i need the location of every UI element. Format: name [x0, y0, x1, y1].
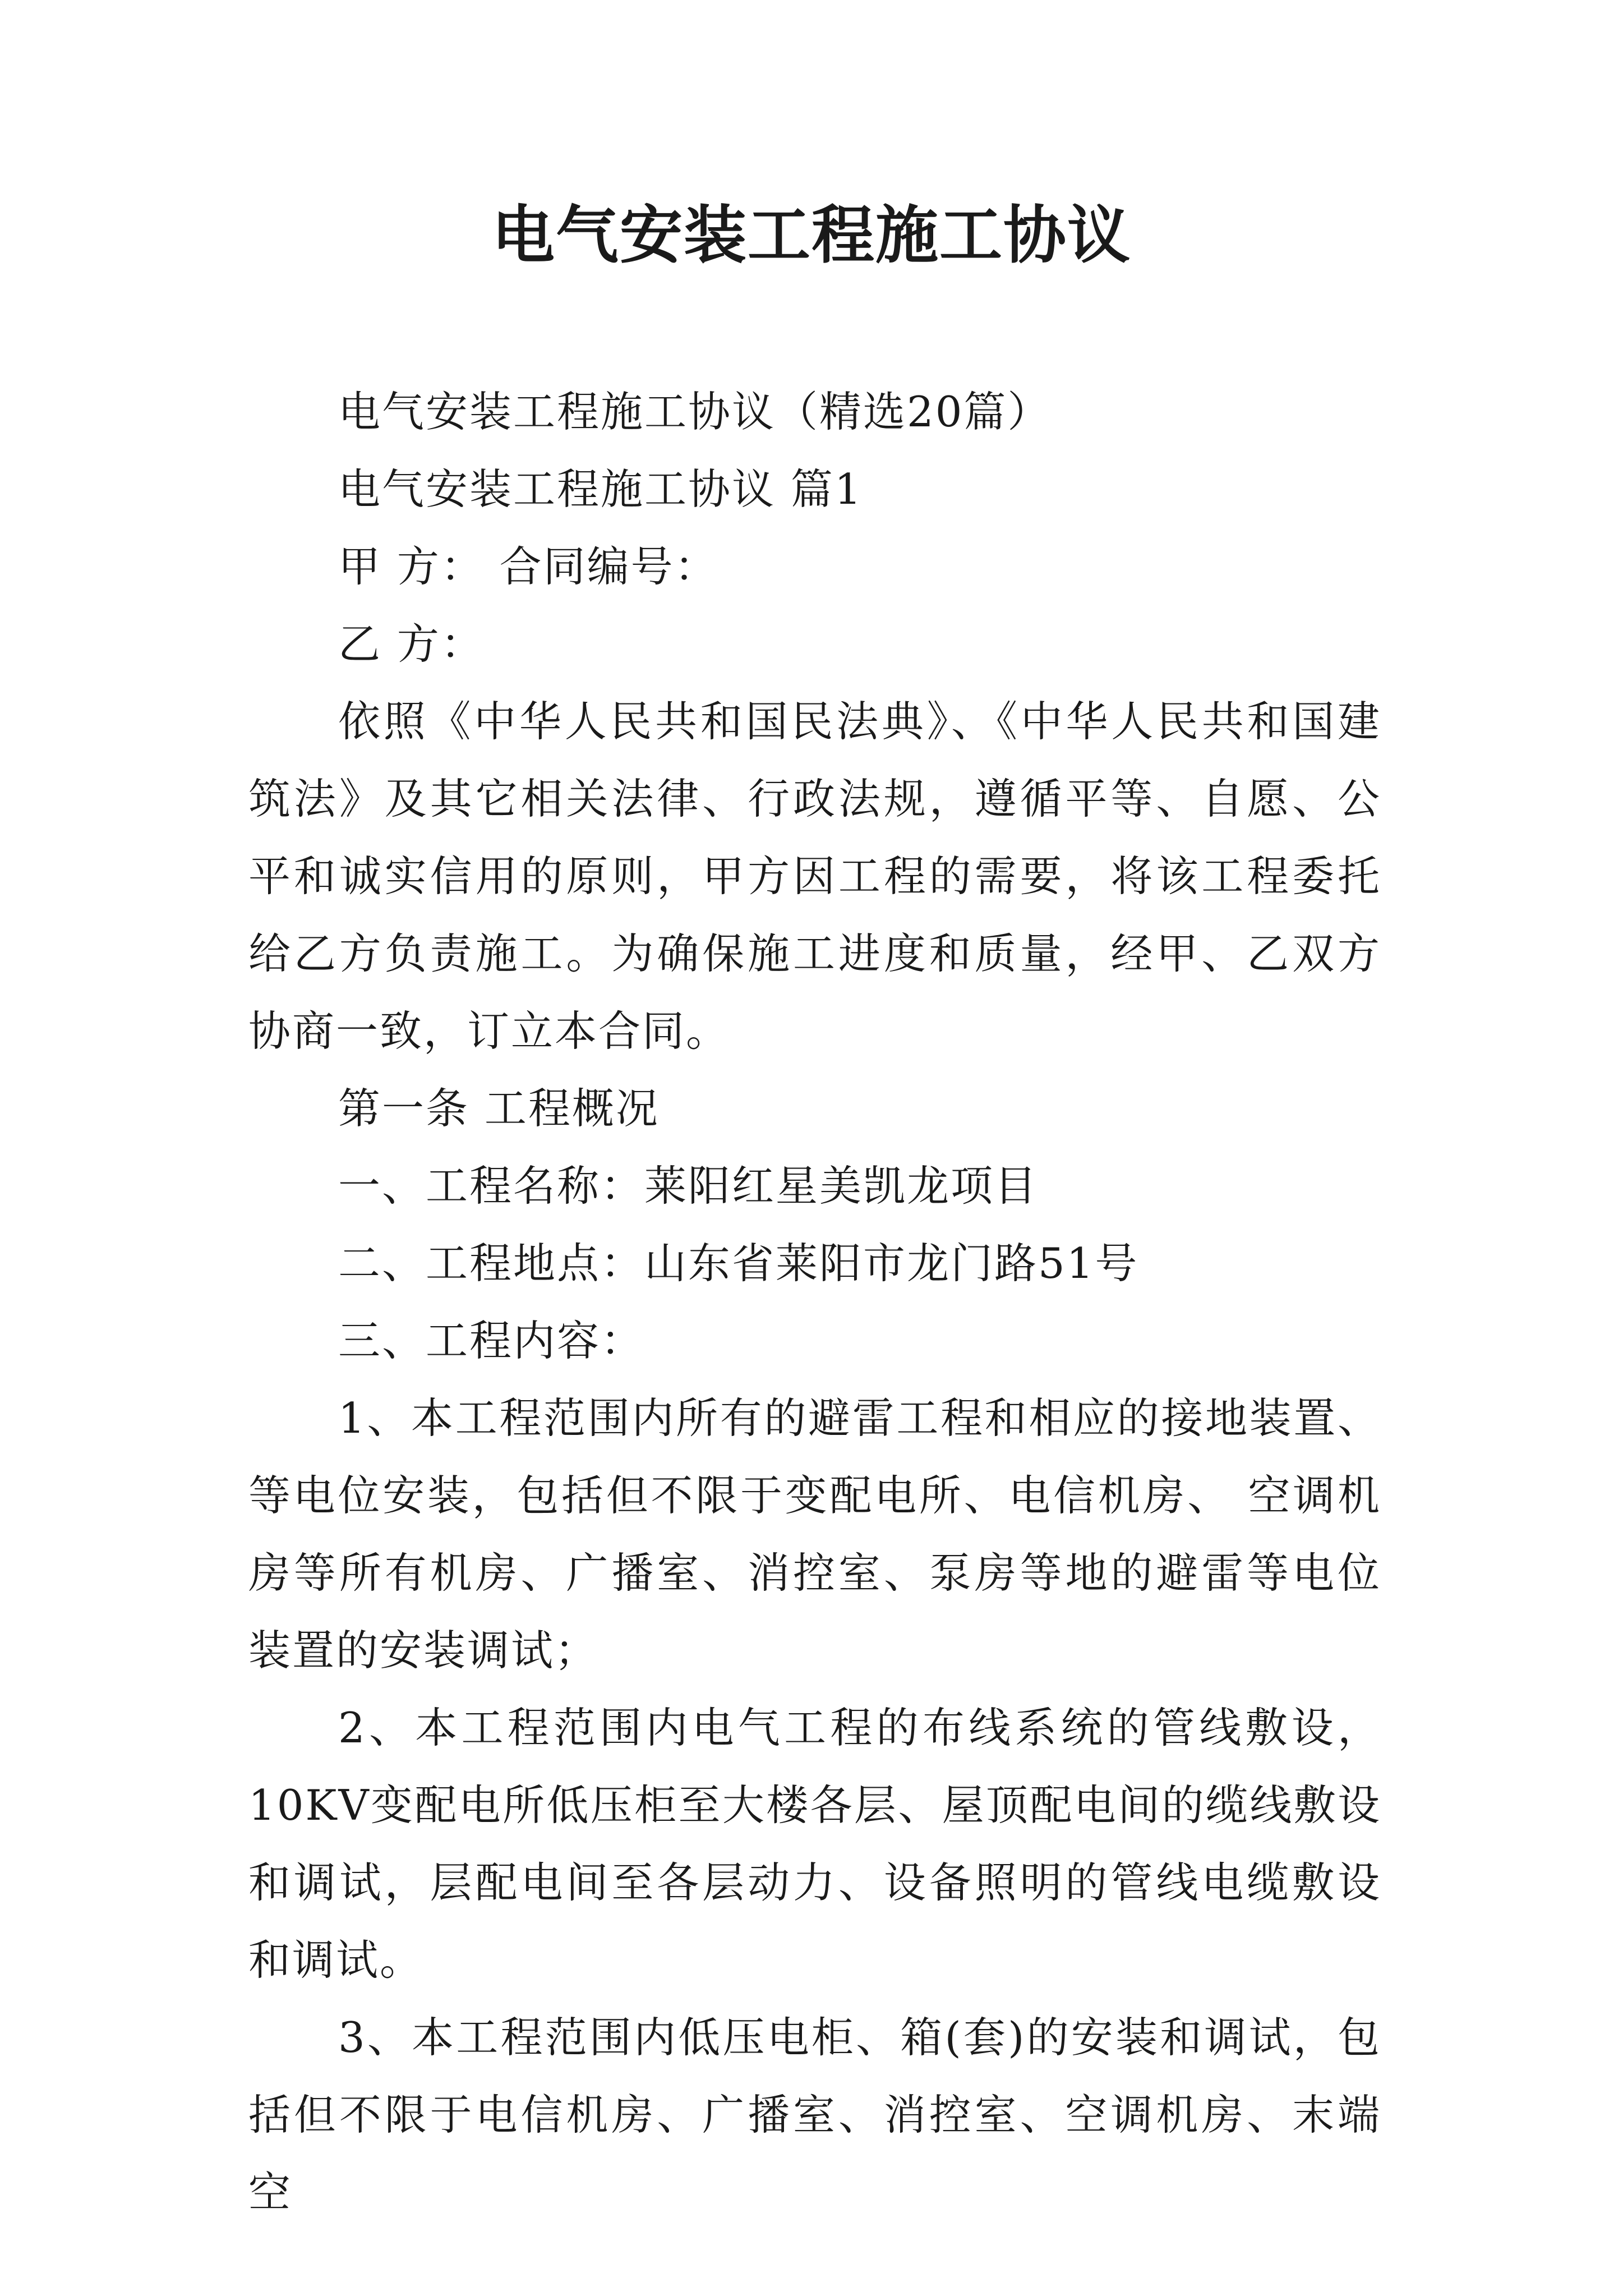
- paragraph-content-item-3: 3、本工程范围内低压电柜、箱(套)的安装和调试，包括但不限于电信机房、广播室、消控室、空调机房、末端空: [248, 2013, 1381, 2217]
- paragraph-section-heading: 电气安装工程施工协议 篇1: [338, 464, 863, 514]
- paragraph-subtitle: 电气安装工程施工协议（精选20篇）: [338, 387, 1052, 436]
- paragraph-content-item-1: 1、本工程范围内所有的避雷工程和相应的接地装置、等电位安装，包括但不限于变配电所、电信机房、 空调机房等所有机房、广播室、消控室、泵房等地的避雷等电位装置的安装调试；: [248, 1393, 1381, 1675]
- paragraph-preamble: 依照《中华人民共和国民法典》、《中华人民共和国建筑法》及其它相关法律、行政法规，遵循平等、自愿、公平和诚实信用的原则，甲方因工程的需要，将该工程委托给乙方负责施工。为确保施工进度和质量，经甲、乙双方协商一致，订立本合同。: [248, 697, 1381, 1056]
- paragraph-content-item-2: 2、本工程范围内电气工程的布线系统的管线敷设，10KV变配电所低压柜至大楼各层、屋顶配电间的缆线敷设和调试，层配电间至各层动力、设备照明的管线电缆敷设和调试。: [248, 1703, 1381, 1985]
- paragraph-party-a: 甲 方： 合同编号：: [338, 542, 718, 591]
- paragraph-project-content-heading: 三、工程内容：: [338, 1316, 645, 1365]
- document-title: 电气安装工程施工协议: [492, 199, 1131, 272]
- paragraph-project-location: 二、工程地点：山东省莱阳市龙门路51号: [338, 1239, 1139, 1288]
- document-body: [248, 373, 1381, 2231]
- paragraph-party-b: 乙 方：: [338, 619, 485, 669]
- paragraph-article-1-heading: 第一条 工程概况: [338, 1084, 660, 1133]
- paragraph-project-name: 一、工程名称：莱阳红星美凯龙项目: [338, 1161, 1039, 1211]
